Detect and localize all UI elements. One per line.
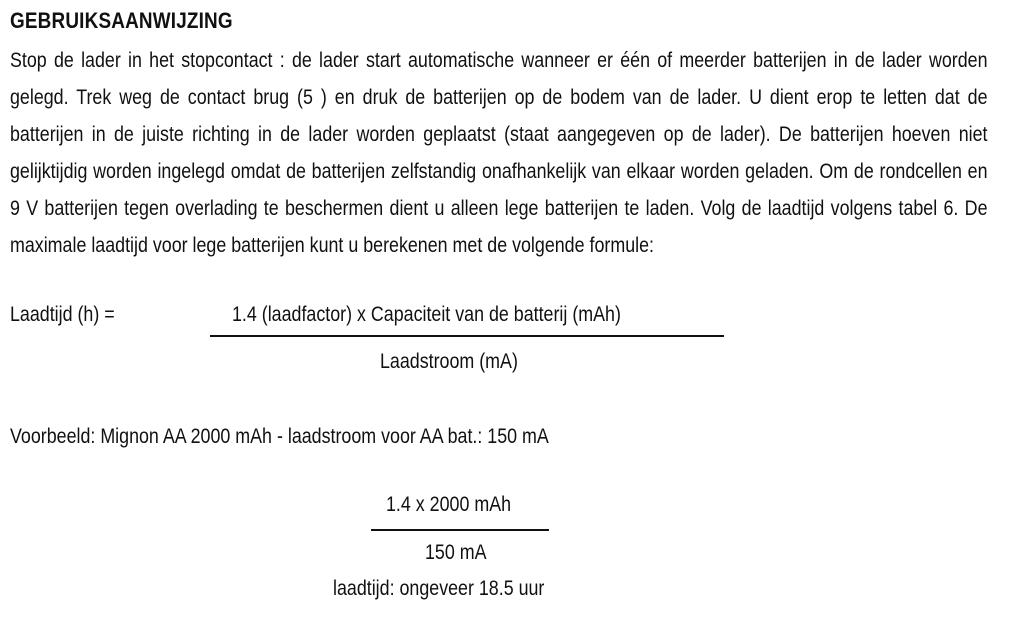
formula-denominator: Laadstroom (mA): [380, 350, 518, 373]
calculation-result: laadtijd: ongeveer 18.5 uur: [333, 577, 545, 600]
example-line: Voorbeeld: Mignon AA 2000 mAh - laadstroom voor AA bat.: 150 mA: [10, 425, 549, 448]
calculation-numerator: 1.4 x 2000 mAh: [386, 493, 512, 516]
calculation-fraction-bar: [371, 529, 549, 531]
instructions-document: [10, 6, 990, 36]
instructions-paragraph: Stop de lader in het stopcontact : de lader start automatische wanneer er één of meerder batterijen in de lader worden gelegd. Trek weg de contact brug (5 ) en druk de batterijen op de bodem van de lader. U dient erop te letten dat de batterijen in de juiste richting in de lader worden geplaatst (staat aangegeven op de lader). De batterijen hoeven niet gelijktijdig worden ingelegd omdat de batterijen zelfstandig onafhankelijk van elkaar worden geladen. Om de rondcellen en 9 V batterijen tegen overlading te beschermen dient u alleen lege batterijen te laden. Volg de laadtijd volgens tabel 6. De maximale laadtijd voor lege batterijen kunt u berekenen met de volgende formule:: [10, 49, 988, 257]
formula-numerator: 1.4 (laadfactor) x Capaciteit van de batterij (mAh): [232, 303, 621, 326]
formula-fraction-bar: [210, 335, 724, 337]
section-heading: GEBRUIKSAANWIJZING: [10, 8, 233, 33]
calculation-denominator: 150 mA: [425, 541, 487, 564]
formula-label: Laadtijd (h) =: [10, 303, 115, 326]
